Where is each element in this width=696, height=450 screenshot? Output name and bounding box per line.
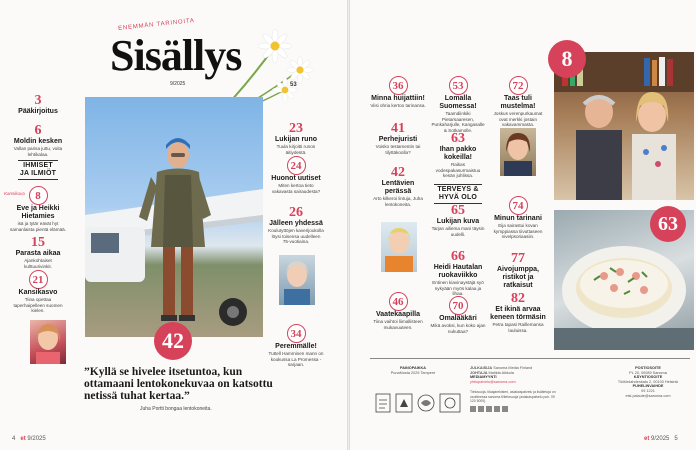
toc-desc: Eija sairastui kovan kymppiassa tiivuttaseen nivelpsoriaasiin. xyxy=(493,223,543,240)
couple-page-badge[interactable]: 8 xyxy=(548,40,586,78)
toc-desc: Koulutyttöjen kaverijoukolla löysi toisensa uudelleen 75-vuotiaina. xyxy=(268,228,324,245)
toc-entry[interactable] xyxy=(370,76,426,109)
toc-title: Kansikasvo xyxy=(18,289,58,296)
toc-title: Minna huijattiin! xyxy=(371,95,425,102)
toc-desc: isä ja tytär eävät hyt samanlaista pientä elämää. xyxy=(10,221,66,232)
toc-number: 63 xyxy=(451,131,465,146)
daisy-page-number: 53 xyxy=(290,82,297,88)
reunion-portrait-thumbnail xyxy=(279,255,315,305)
toc-entry[interactable] xyxy=(490,292,546,333)
toc-entry[interactable] xyxy=(268,206,324,245)
toc-desc: Petra tapasi Raillemansa lauluissa. xyxy=(492,322,544,333)
section-heading-health: TERVEYS & HYVÄ OLO xyxy=(434,184,482,204)
toc-number-circle: 8 xyxy=(29,186,48,205)
toc-title: Lukijan runo xyxy=(275,136,317,143)
toc-entry[interactable] xyxy=(430,204,486,237)
toc-title: Taas tuli mustelma! xyxy=(500,95,536,110)
toc-title: Peremmälle! xyxy=(275,343,317,350)
toc-title: Lukijan kuva xyxy=(436,218,480,225)
toc-number: 41 xyxy=(391,121,405,136)
toc-title: Huonot uutiset xyxy=(271,175,321,182)
instagram-icon[interactable] xyxy=(478,406,484,412)
toc-number-circle: 24 xyxy=(287,156,306,175)
facebook-icon[interactable] xyxy=(470,406,476,412)
toc-entry[interactable] xyxy=(10,270,66,314)
toc-number-circle: 53 xyxy=(449,76,468,95)
toc-desc: Mikä avoksi, kun koko ajan nukuttaa? xyxy=(430,323,486,334)
toc-number: 6 xyxy=(34,123,42,138)
food-page-badge[interactable]: 63 xyxy=(650,206,686,242)
toc-number: 65 xyxy=(451,203,465,218)
bruise-portrait-thumbnail xyxy=(500,128,536,176)
toc-entry[interactable] xyxy=(430,132,486,179)
toc-desc: Voisko testamentin tai tilyttäkoolla? xyxy=(375,144,421,155)
toc-title: Eve ja Heikki Hietamies xyxy=(16,205,60,220)
toc-title: Perhejuristi xyxy=(378,136,418,143)
toc-entry[interactable] xyxy=(370,292,426,330)
colophon-publisher: JULKAISIJA Sanoma Media Finland JOHTAJA Matilda Aikkola MEDIAMYYNTI yhtiopalvelu@sanoma.com Tietosuoja, tilaajarekisteri, asiakaspalvelu ja lisätietoja on osoitteessa sanoma.fi/tietosuoja (asiakaspalvelu puh. 09 120 5000). xyxy=(470,366,560,412)
toc-desc: Entinen kiavinaystäjä syö nykyään myös kalaa ja lihaa. xyxy=(432,280,484,297)
toc-entry[interactable] xyxy=(10,124,66,157)
toc-title: Ihan pakko kokeilla! xyxy=(439,146,477,161)
toc-entry[interactable] xyxy=(4,186,66,232)
toc-number: 42 xyxy=(391,165,405,180)
toc-number: 66 xyxy=(451,249,465,264)
toc-number: 23 xyxy=(289,121,303,136)
toc-number: 77 xyxy=(511,251,525,266)
toc-desc: Raikas vodespakasurmaistuu kesän juhlissa. xyxy=(435,162,481,179)
toc-entry[interactable] xyxy=(490,196,546,240)
toc-title: Vaatekaapilla xyxy=(376,311,420,318)
toc-number: 3 xyxy=(34,93,42,108)
toc-number: 15 xyxy=(31,235,45,250)
section-heading-people: IHMISET JA ILMIÖT xyxy=(18,160,58,180)
toc-entry[interactable] xyxy=(268,122,324,155)
issue-label: 9/2025 xyxy=(170,81,186,87)
toc-desc: Miten kertoa tieto vakavasta sairaudesta? xyxy=(271,183,321,194)
toc-desc: Tiina vaihtoi liimallisteen mukavuuteen. xyxy=(373,319,423,330)
toc-entry[interactable] xyxy=(268,156,324,194)
toc-title: Jälleen yhdessä xyxy=(269,220,323,227)
toc-number-circle: 70 xyxy=(449,296,468,315)
toc-desc: Joskus verenpurkaumat ovat merkki jostain vakavammasta. xyxy=(493,111,543,128)
toc-title: Parasta aikaa xyxy=(15,250,61,257)
toc-desc: Viisi ohria kertoo tarinansa. xyxy=(370,103,426,108)
toc-desc: Tuula kirjoitti runon äitiydestä. xyxy=(276,144,316,155)
page-number-left: 4 et 9/2025 xyxy=(12,436,46,442)
hero-quote: ”Kyllä se hivelee itsetuntoa, kun ottamaani lentokonekuvaa on katsottu netissä tuhat kertaa.” xyxy=(84,366,273,402)
toc-entry[interactable] xyxy=(370,122,426,155)
toc-number-circle: 74 xyxy=(509,196,528,215)
kicker: ENEMMÄN TARINOITA xyxy=(117,17,196,33)
colophon-contact: POSTIOSOITE PL 20, 00089 Sanoma KÄYNTIOSOITE Töölönlahdenkatu 2, 00100 Helsinki PUHELINVAIHDE 09 1221 etsi.palaute@sanoma.com xyxy=(617,366,679,398)
page-number-right: et 9/2025 5 xyxy=(644,436,678,442)
toc-desc: Ajankohtaiset kulttuurivinkit. xyxy=(24,258,52,269)
colophon-divider xyxy=(370,358,690,359)
toc-number-circle: 72 xyxy=(509,76,528,95)
toc-entry[interactable] xyxy=(430,296,486,334)
toc-desc: Vallan parisa juttu, voita lehtikalaa. xyxy=(13,146,63,157)
linkedin-icon[interactable] xyxy=(502,406,508,412)
toc-title: Heidi Hautalan ruokaviikko xyxy=(433,264,483,279)
toc-entry[interactable] xyxy=(268,324,324,368)
toc-title: Omalääkäri xyxy=(439,315,477,322)
toc-desc: Tiina opettaa taperhaipelleen suomen kielen. xyxy=(13,297,63,314)
toc-title: Moldin kesken xyxy=(13,138,63,145)
youtube-icon[interactable] xyxy=(486,406,492,412)
toc-desc: Tuttell Hamminen mann on koukussa La Promessa -sarjaan. xyxy=(268,351,324,368)
certification-logos xyxy=(374,392,466,421)
toc-number-circle: 21 xyxy=(29,270,48,289)
toc-number: 26 xyxy=(289,205,303,220)
right-page xyxy=(350,0,696,450)
toc-desc: Arto kilkeroi lintuja, Juha lentokoneita. xyxy=(373,196,423,207)
tiktok-icon[interactable] xyxy=(494,406,500,412)
toc-title: Pääkirjoitus xyxy=(18,108,58,115)
toc-title: Lentävien perässä xyxy=(381,180,415,195)
style-portrait-thumbnail xyxy=(381,222,417,272)
toc-title: Aivojumppa, ristikot ja ratkaisut xyxy=(496,266,539,289)
toc-entry[interactable] xyxy=(10,94,66,116)
hero-photo-pilot-airplane xyxy=(85,97,263,337)
toc-entry[interactable] xyxy=(370,166,426,207)
hero-byline: Juha Portti bongaa lentokoneita. xyxy=(140,406,212,412)
toc-number: 82 xyxy=(511,291,525,306)
toc-title: Lomalla Suomessa! xyxy=(439,95,477,110)
cover-portrait-thumbnail xyxy=(30,320,66,364)
toc-number-circle: 34 xyxy=(287,324,306,343)
hero-page-badge[interactable]: 42 xyxy=(154,322,192,360)
toc-entry[interactable] xyxy=(10,236,66,269)
toc-entry[interactable] xyxy=(490,76,546,128)
toc-desc: Tarjan ailiema mani täysin uudelli. xyxy=(431,226,485,237)
toc-entry[interactable] xyxy=(490,252,546,290)
toc-entry[interactable] xyxy=(430,250,486,297)
page-title: Sisällys xyxy=(110,31,242,80)
cover-tag: Kansikuva xyxy=(4,191,25,196)
toc-title: Minun tarinani xyxy=(494,215,542,222)
toc-number-circle: 46 xyxy=(389,292,408,311)
toc-title: Et ikinä arvaa keneen törmäsin xyxy=(490,306,546,321)
colophon-print: PAINOPAIKKA PunaMusta 2025 Tampere xyxy=(390,366,436,375)
toc-number-circle: 36 xyxy=(389,76,408,95)
social-icons xyxy=(470,406,560,412)
toc-entry[interactable] xyxy=(430,76,486,133)
toc-desc: Taamdiinkiki Pietarsaaresen, Punkaharjulle, Kangasalle & Sotkamolle. xyxy=(431,111,485,133)
